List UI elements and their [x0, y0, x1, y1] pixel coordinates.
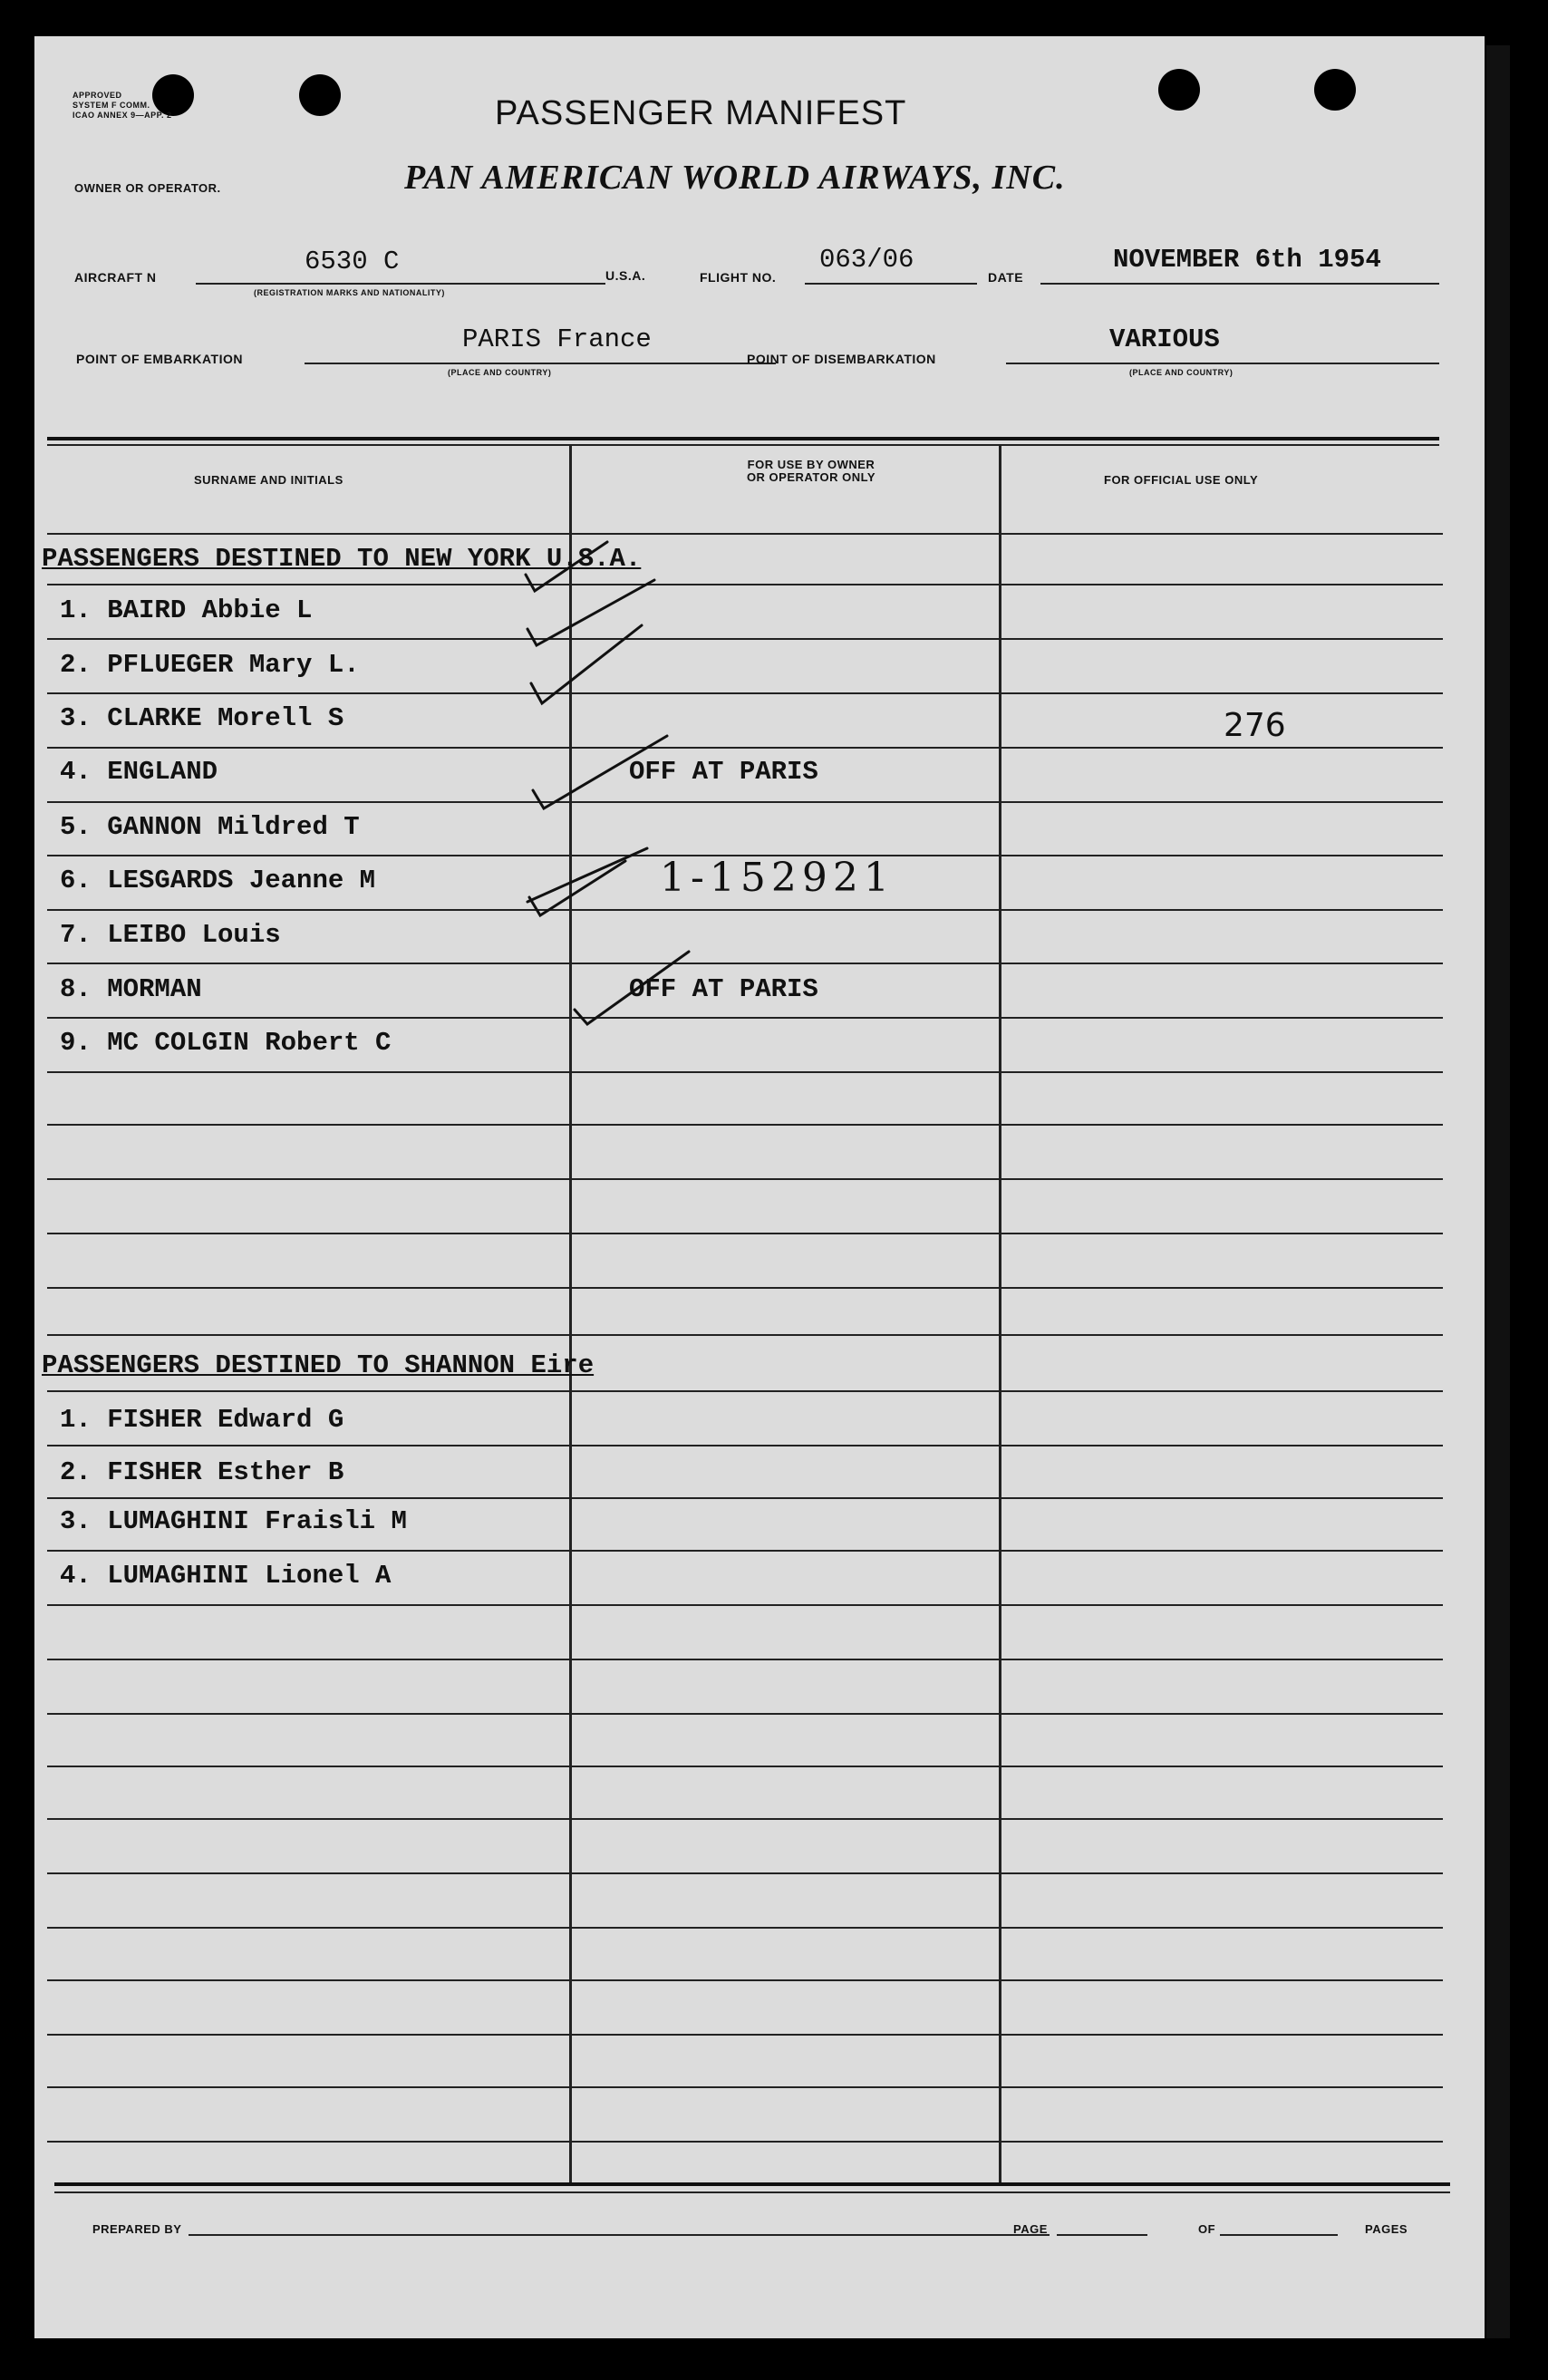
- row-rule: [47, 1927, 1443, 1929]
- approval-line: SYSTEM F COMM.: [73, 101, 150, 110]
- place-caption: (PLACE AND COUNTRY): [1129, 368, 1234, 377]
- passenger-name: 6. LESGARDS Jeanne M: [60, 866, 376, 895]
- checkmark: [527, 848, 647, 902]
- passenger-name: 3. LUMAGHINI Fraisli M: [60, 1506, 407, 1536]
- approval-line: APPROVED: [73, 91, 122, 100]
- passenger-name: 7. LEIBO Louis: [60, 920, 281, 950]
- pages-label: PAGES: [1365, 2222, 1408, 2236]
- passenger-name: 2. PFLUEGER Mary L.: [60, 650, 360, 680]
- handwritten-checkmarks: [34, 36, 1485, 1124]
- flight-label: FLIGHT NO.: [700, 270, 777, 285]
- usa-label: U.S.A.: [605, 268, 646, 283]
- table-bottom-rule: [54, 2191, 1450, 2193]
- row-rule: [47, 1334, 1443, 1336]
- airline-name: PAN AMERICAN WORLD AIRWAYS, INC.: [404, 159, 1066, 197]
- passenger-name: 4. ENGLAND: [60, 757, 218, 787]
- row-rule: [47, 2034, 1443, 2036]
- checkmark: [533, 736, 667, 808]
- flight-value: 063/06: [819, 245, 914, 275]
- column-header-line: OR OPERATOR ONLY: [746, 470, 876, 484]
- official-use-note: 276: [1224, 707, 1286, 744]
- checkmark: [526, 542, 607, 591]
- aircraft-label: AIRCRAFT N: [74, 270, 157, 285]
- section-heading: PASSENGERS DESTINED TO SHANNON Eire: [42, 1350, 595, 1380]
- page-label: PAGE: [1013, 2222, 1048, 2236]
- row-rule: [47, 2141, 1443, 2143]
- prepared-by-label: PREPARED BY: [92, 2222, 182, 2236]
- row-rule: [47, 1659, 1443, 1660]
- manifest-page: [34, 36, 1485, 2338]
- checkmark: [531, 625, 642, 703]
- disembarkation-value: VARIOUS: [1109, 324, 1220, 354]
- date-value: NOVEMBER 6th 1954: [1113, 245, 1381, 275]
- page-number-line: [1057, 2234, 1147, 2236]
- page-total-line: [1220, 2234, 1338, 2236]
- row-rule: [47, 1124, 1443, 1126]
- row-rule: [47, 1287, 1443, 1289]
- prepared-by-line: [189, 2234, 1050, 2236]
- row-rule: [47, 1766, 1443, 1767]
- row-rule: [47, 1233, 1443, 1234]
- owner-use-note: 1-152921: [660, 855, 895, 901]
- row-rule: [47, 1390, 1443, 1392]
- section-heading: PASSENGERS DESTINED TO NEW YORK U.S.A.: [42, 544, 642, 574]
- row-rule: [47, 1550, 1443, 1552]
- of-label: OF: [1198, 2222, 1216, 2236]
- owner-label: OWNER OR OPERATOR.: [74, 181, 221, 195]
- row-rule: [47, 1178, 1443, 1180]
- passenger-name: 9. MC COLGIN Robert C: [60, 1028, 392, 1058]
- column-header-official: FOR OFFICIAL USE ONLY: [1104, 473, 1259, 487]
- row-rule: [47, 1979, 1443, 1981]
- column-header-surname: SURNAME AND INITIALS: [194, 473, 343, 487]
- owner-use-note: OFF AT PARIS: [629, 757, 818, 787]
- row-rule: [47, 1445, 1443, 1446]
- passenger-name: 1. FISHER Edward G: [60, 1405, 344, 1435]
- disembarkation-label: POINT OF DISEMBARKATION: [747, 352, 936, 366]
- embarkation-label: POINT OF EMBARKATION: [76, 352, 243, 366]
- passenger-name: 3. CLARKE Morell S: [60, 703, 344, 733]
- approval-line: ICAO ANNEX 9—APP. 2: [73, 111, 172, 120]
- page-title: PASSENGER MANIFEST: [495, 94, 907, 132]
- date-label: DATE: [988, 270, 1024, 285]
- row-rule: [47, 1872, 1443, 1874]
- place-caption: (PLACE AND COUNTRY): [448, 368, 552, 377]
- checkmark: [529, 861, 625, 915]
- row-rule: [47, 2086, 1443, 2088]
- table-bottom-rule: [54, 2182, 1450, 2186]
- row-rule: [47, 1497, 1443, 1499]
- passenger-name: 4. LUMAGHINI Lionel A: [60, 1561, 392, 1591]
- column-header-line: FOR USE BY OWNER: [747, 458, 876, 471]
- aircraft-value: 6530 C: [305, 247, 400, 276]
- page-shadow-edge: [1486, 45, 1510, 2338]
- checkmark: [575, 952, 689, 1024]
- passenger-name: 1. BAIRD Abbie L: [60, 595, 313, 625]
- row-rule: [47, 1818, 1443, 1820]
- embarkation-value: PARIS France: [462, 324, 652, 354]
- registration-caption: (REGISTRATION MARKS AND NATIONALITY): [254, 288, 445, 297]
- owner-use-note: OFF AT PARIS: [629, 974, 818, 1004]
- row-rule: [47, 1713, 1443, 1715]
- passenger-name: 2. FISHER Esther B: [60, 1457, 344, 1487]
- passenger-name: 5. GANNON Mildred T: [60, 812, 360, 842]
- checkmark: [527, 580, 654, 645]
- passenger-name: 8. MORMAN: [60, 974, 202, 1004]
- row-rule: [47, 1604, 1443, 1606]
